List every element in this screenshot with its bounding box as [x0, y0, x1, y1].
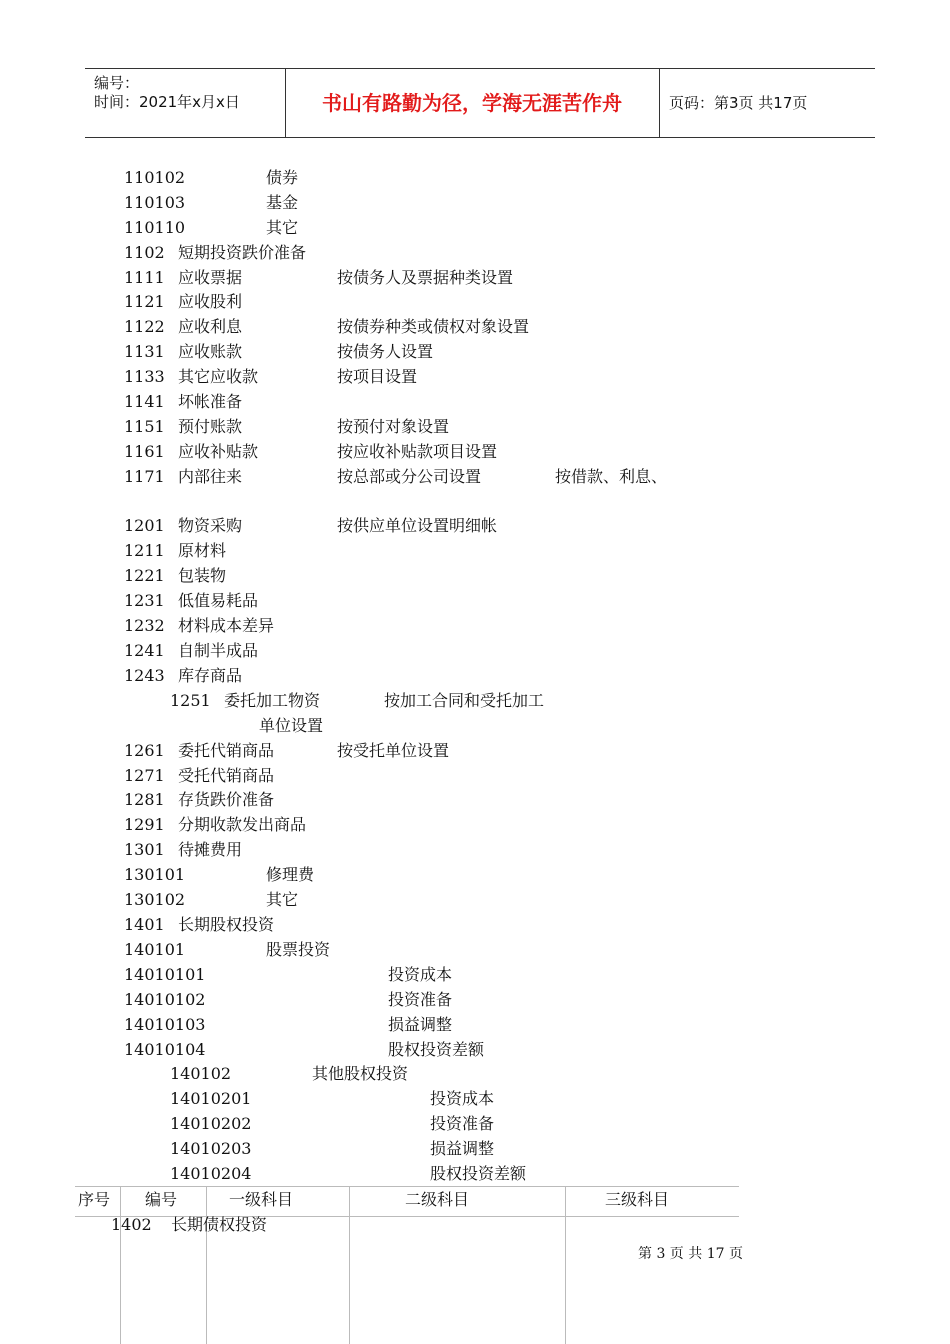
account-code: 1211 — [124, 541, 165, 560]
account-name: 投资成本 — [388, 965, 453, 984]
account-code: 130102 — [124, 890, 186, 909]
table-col-divider — [206, 1186, 207, 1344]
account-code: 1241 — [124, 641, 165, 660]
account-note: 按加工合同和受托加工 — [384, 691, 545, 710]
header-time-label: 时间：2021年x月x日 — [94, 93, 240, 111]
account-name: 短期投资跌价准备 — [178, 243, 307, 262]
account-code: 1221 — [124, 566, 165, 585]
account-code: 14010103 — [124, 1015, 206, 1034]
account-name: 低值易耗品 — [178, 591, 259, 610]
page-header — [85, 68, 875, 138]
account-name: 应收股利 — [178, 292, 243, 311]
table-header-level1: 一级科目 — [229, 1190, 294, 1209]
account-code: 1161 — [124, 442, 165, 461]
account-name: 应收利息 — [178, 317, 243, 336]
account-name: 股权投资差额 — [430, 1164, 527, 1183]
account-name: 应收票据 — [178, 268, 243, 287]
table-header-level3: 三级科目 — [605, 1190, 670, 1209]
account-code: 14010202 — [170, 1114, 252, 1133]
account-code: 1291 — [124, 815, 165, 834]
account-code: 140102 — [170, 1064, 232, 1083]
table-row-name: 长期债权投资 — [171, 1215, 268, 1234]
account-note: 按债务人及票据种类设置 — [337, 268, 514, 287]
account-code: 1102 — [124, 243, 165, 262]
account-code: 140101 — [124, 940, 186, 959]
table-header-level2: 二级科目 — [405, 1190, 470, 1209]
account-code: 1271 — [124, 766, 165, 785]
account-name: 债券 — [266, 168, 299, 187]
account-code: 1243 — [124, 666, 165, 685]
account-code: 130101 — [124, 865, 186, 884]
account-name: 自制半成品 — [178, 641, 259, 660]
account-name: 内部往来 — [178, 467, 243, 486]
account-code: 110110 — [124, 218, 186, 237]
account-name: 修理费 — [266, 865, 315, 884]
table-col-divider — [349, 1186, 350, 1344]
account-code: 14010201 — [170, 1089, 252, 1108]
account-name: 委托代销商品 — [178, 741, 275, 760]
account-name: 原材料 — [178, 541, 227, 560]
account-note: 按受托单位设置 — [337, 741, 450, 760]
account-code: 1133 — [124, 367, 165, 386]
account-note: 按总部或分公司设置 — [337, 467, 482, 486]
account-note: 按预付对象设置 — [337, 417, 450, 436]
account-code: 1232 — [124, 616, 165, 635]
account-name: 分期收款发出商品 — [178, 815, 307, 834]
account-name: 预付账款 — [178, 417, 243, 436]
account-code: 1122 — [124, 317, 165, 336]
account-code: 1131 — [124, 342, 165, 361]
account-name: 应收账款 — [178, 342, 243, 361]
account-name: 其它 — [266, 218, 299, 237]
table-col-divider — [120, 1186, 121, 1344]
account-code: 14010102 — [124, 990, 206, 1009]
account-code: 1141 — [124, 392, 165, 411]
header-page-label: 页码：第3页 共17页 — [669, 94, 808, 112]
account-extra: 按借款、利息、 — [555, 467, 668, 486]
account-code: 1121 — [124, 292, 165, 311]
table-col-divider — [565, 1186, 566, 1344]
account-code: 14010203 — [170, 1139, 252, 1158]
account-name: 材料成本差异 — [178, 616, 275, 635]
account-code: 14010204 — [170, 1164, 252, 1183]
account-note: 按债券种类或债权对象设置 — [337, 317, 530, 336]
page-footer: 第 3 页 共 17 页 — [638, 1246, 743, 1262]
header-number-label: 编号： — [94, 74, 140, 92]
account-name: 投资准备 — [430, 1114, 495, 1133]
account-name: 基金 — [266, 193, 299, 212]
account-name: 股权投资差额 — [388, 1040, 485, 1059]
account-name: 长期股权投资 — [178, 915, 275, 934]
account-name: 包装物 — [178, 566, 227, 585]
header-meta — [85, 69, 286, 137]
account-code: 1261 — [124, 741, 165, 760]
account-code: 110102 — [124, 168, 186, 187]
header-motto: 书山有路勤为径，学海无涯苦作舟 — [285, 69, 660, 137]
account-code: 1201 — [124, 516, 165, 535]
account-code: 1281 — [124, 790, 165, 809]
account-note: 按债务人设置 — [337, 342, 434, 361]
account-note: 按项目设置 — [337, 367, 418, 386]
account-name: 库存商品 — [178, 666, 243, 685]
account-code: 110103 — [124, 193, 186, 212]
account-name: 其它应收款 — [178, 367, 259, 386]
table-top-rule — [75, 1186, 739, 1187]
account-code: 1151 — [124, 417, 165, 436]
account-name: 存货跌价准备 — [178, 790, 275, 809]
account-name: 应收补贴款 — [178, 442, 259, 461]
account-name: 其它 — [266, 890, 299, 909]
account-code: 1171 — [124, 467, 165, 486]
table-row-code: 1402 — [111, 1215, 152, 1234]
account-note: 按应收补贴款项目设置 — [337, 442, 498, 461]
account-code: 1231 — [124, 591, 165, 610]
account-name: 坏帐准备 — [178, 392, 243, 411]
account-name: 损益调整 — [430, 1139, 495, 1158]
account-name: 受托代销商品 — [178, 766, 275, 785]
account-name: 股票投资 — [266, 940, 331, 959]
account-code: 14010104 — [124, 1040, 206, 1059]
account-code: 14010101 — [124, 965, 206, 984]
account-name: 物资采购 — [178, 516, 243, 535]
table-header-code: 编号 — [145, 1190, 178, 1209]
account-code: 1301 — [124, 840, 165, 859]
account-code: 1251 — [170, 691, 211, 710]
account-name: 其他股权投资 — [312, 1064, 409, 1083]
account-code: 1401 — [124, 915, 165, 934]
account-name: 损益调整 — [388, 1015, 453, 1034]
account-note: 按供应单位设置明细帐 — [337, 516, 498, 535]
account-name: 待摊费用 — [178, 840, 243, 859]
account-name: 委托加工物资 — [224, 691, 321, 710]
account-name: 投资成本 — [430, 1089, 495, 1108]
account-code: 1111 — [124, 268, 165, 287]
account-name: 投资准备 — [388, 990, 453, 1009]
account-name: 单位设置 — [259, 716, 324, 735]
table-header-seq: 序号 — [78, 1190, 111, 1209]
